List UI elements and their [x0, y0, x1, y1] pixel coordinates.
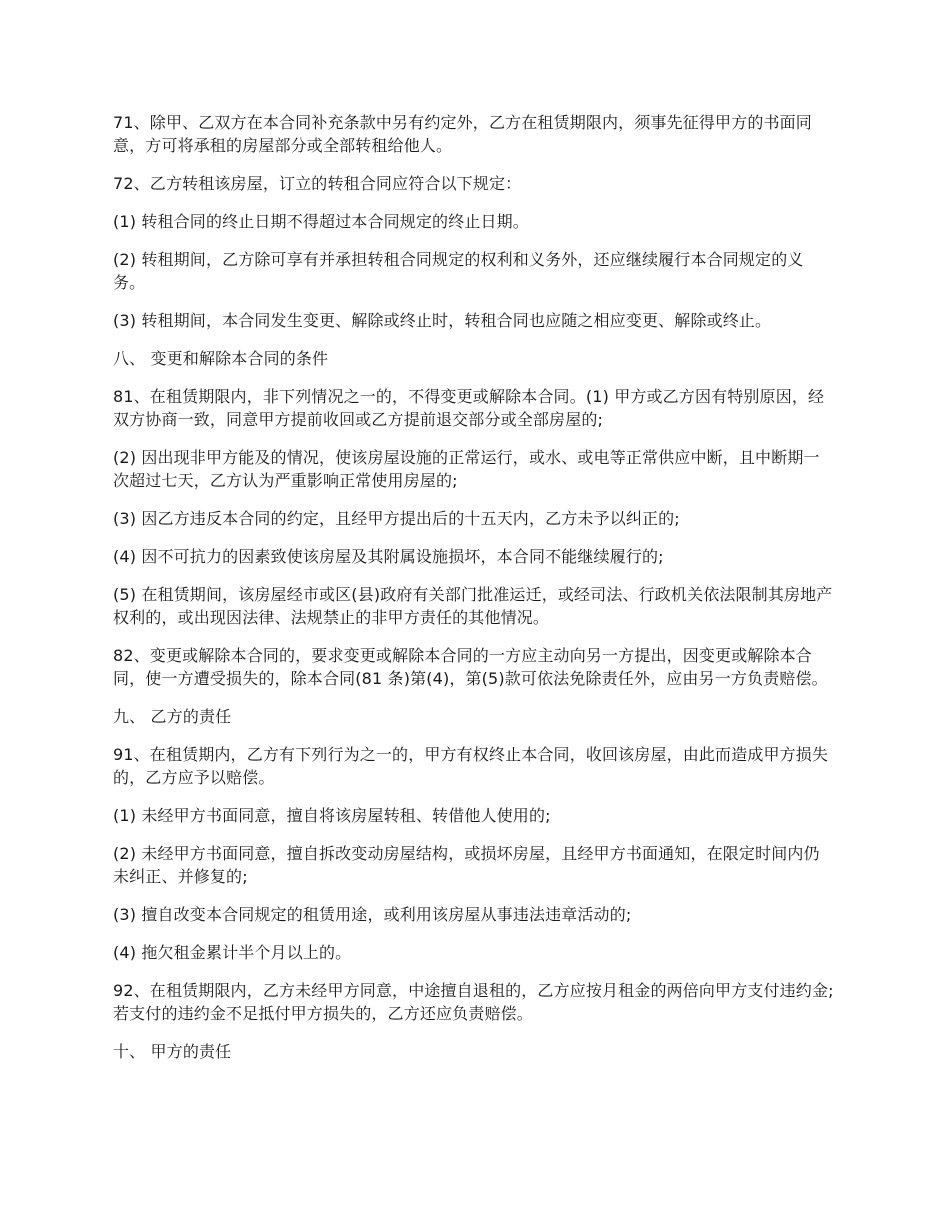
clause-82: 82、变更或解除本合同的，要求变更或解除本合同的一方应主动向另一方提出，因变更或解除本合同，使一方遭受损失的，除本合同(81 条)第(4)，第(5)款可依法免除责任外，应由另一方负责赔偿。: [113, 646, 828, 688]
clause-81: 81、在租赁期限内，非下列情况之一的，不得变更或解除本合同。(1) 甲方或乙方因有特别原因，经双方协商一致，同意甲方提前收回或乙方提前退交部分或全部房屋的;: [113, 387, 825, 429]
section-heading-10: 十、 甲方的责任: [113, 1042, 232, 1061]
clause-81-item-3: (3) 因乙方违反本合同的约定，且经甲方提出后的十五天内，乙方未予以纠正的;: [113, 509, 680, 528]
clause-72-item-1: (1) 转租合同的终止日期不得超过本合同规定的终止日期。: [113, 212, 529, 231]
clause-72-item-3: (3) 转租期间，本合同发生变更、解除或终止时，转租合同也应随之相应变更、解除或终止。: [113, 311, 772, 330]
clause-91: 91、在租赁期内，乙方有下列行为之一的，甲方有权终止本合同，收回该房屋，由此而造成甲方损失的，乙方应予以赔偿。: [113, 745, 829, 787]
clause-71: 71、除甲、乙双方在本合同补充条款中另有约定外，乙方在租赁期限内，须事先征得甲方的书面同意，方可将承租的房屋部分或全部转租给他人。: [113, 113, 812, 155]
clause-91-item-3: (3) 擅自改变本合同规定的租赁用途，或利用该房屋从事违法违章活动的;: [113, 905, 632, 924]
section-heading-8: 八、 变更和解除本合同的条件: [113, 349, 329, 368]
clause-92: 92、在租赁期限内，乙方未经甲方同意，中途擅自退租的，乙方应按月租金的两倍向甲方支付违约金;若支付的违约金不足抵付甲方损失的，乙方还应负责赔偿。: [113, 981, 834, 1023]
clause-72: 72、乙方转租该房屋，订立的转租合同应符合以下规定：: [113, 174, 522, 193]
clause-81-item-2: (2) 因出现非甲方能及的情况，使该房屋设施的正常运行，或水、或电等正常供应中断，且中断期一次超过七天，乙方认为严重影响正常使用房屋的;: [113, 448, 820, 490]
clause-81-item-4: (4) 因不可抗力的因素致使该房屋及其附属设施损坏，本合同不能继续履行的;: [113, 547, 664, 566]
clause-91-item-2: (2) 未经甲方书面同意，擅自拆改变动房屋结构，或损坏房屋，且经甲方书面通知，在限定时间内仍未纠正、并修复的;: [113, 844, 820, 886]
clause-81-item-5: (5) 在租赁期间，该房屋经市或区(县)政府有关部门批准运迁，或经司法、行政机关依法限制其房地产权利的，或出现因法律、法规禁止的非甲方责任的其他情况。: [113, 585, 833, 627]
section-heading-9: 九、 乙方的责任: [113, 707, 232, 726]
clause-91-item-4: (4) 拖欠租金累计半个月以上的。: [113, 943, 352, 962]
clause-72-item-2: (2) 转租期间，乙方除可享有并承担转租合同规定的权利和义务外，还应继续履行本合同规定的义务。: [113, 250, 804, 292]
document-body: [113, 111, 835, 1078]
clause-91-item-1: (1) 未经甲方书面同意，擅自将该房屋转租、转借他人使用的;: [113, 806, 551, 825]
